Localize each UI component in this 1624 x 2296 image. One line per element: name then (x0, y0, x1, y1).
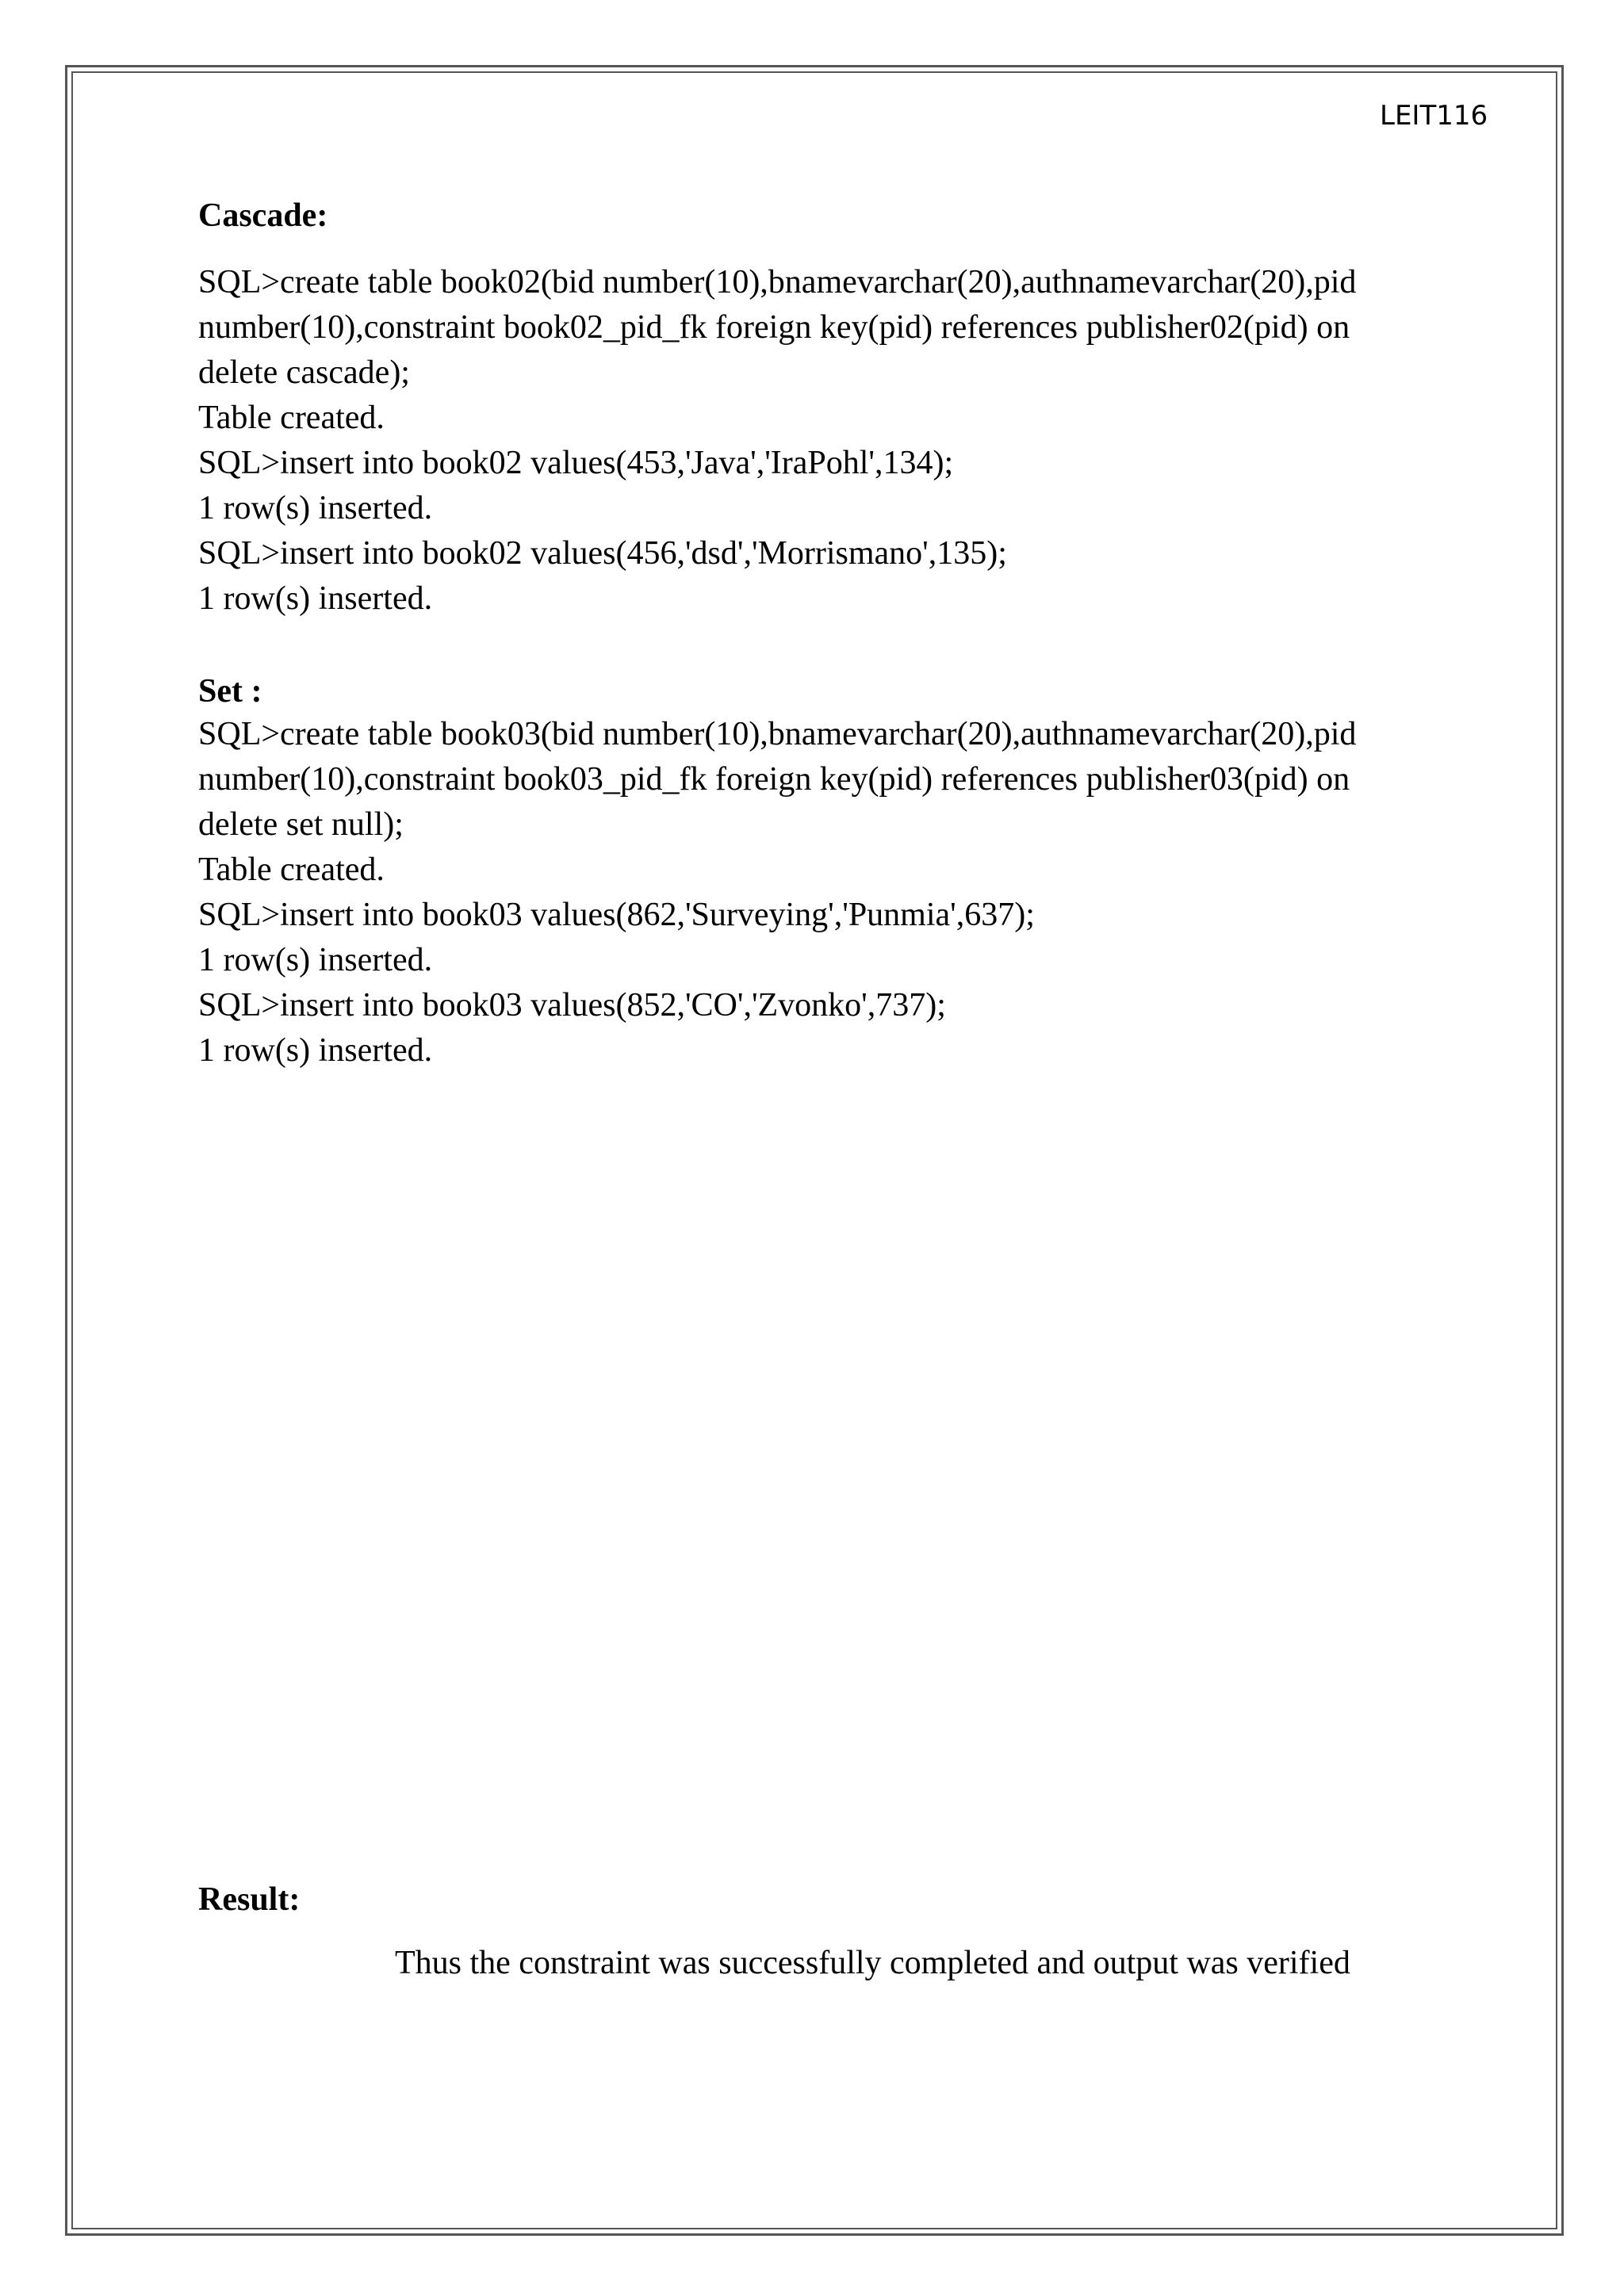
set-line: delete set null); (198, 806, 404, 843)
set-line: SQL>insert into book03 values(862,'Surveying','Punmia',637); (198, 897, 1035, 933)
cascade-line: delete cascade); (198, 354, 410, 391)
set-line: 1 row(s) inserted. (198, 942, 433, 978)
result-heading: Result: (198, 1881, 301, 1918)
cascade-line: SQL>create table book02(bid number(10),bnamevarchar(20),authnamevarchar(20),pid (198, 264, 1357, 300)
set-line: SQL>insert into book03 values(852,'CO','Zvonko',737); (198, 987, 946, 1024)
set-line: SQL>create table book03(bid number(10),bnamevarchar(20),authnamevarchar(20),pid (198, 716, 1357, 752)
cascade-line: Table created. (198, 400, 385, 436)
cascade-line: SQL>insert into book02 values(453,'Java','IraPohl',134); (198, 445, 954, 481)
set-line: 1 row(s) inserted. (198, 1032, 433, 1069)
cascade-line: number(10),constraint book02_pid_fk foreign key(pid) references publisher02(pid) on (198, 309, 1350, 346)
result-text: Thus the constraint was successfully completed and output was verified (395, 1945, 1350, 1981)
set-line: Table created. (198, 851, 385, 888)
set-line: number(10),constraint book03_pid_fk foreign key(pid) references publisher03(pid) on (198, 761, 1350, 798)
document-code: LEIT116 (1380, 100, 1488, 132)
cascade-line: 1 row(s) inserted. (198, 490, 433, 526)
cascade-heading: Cascade: (198, 197, 328, 234)
cascade-line: 1 row(s) inserted. (198, 580, 433, 617)
cascade-line: SQL>insert into book02 values(456,'dsd','Morrismano',135); (198, 535, 1007, 572)
set-heading: Set : (198, 673, 262, 710)
